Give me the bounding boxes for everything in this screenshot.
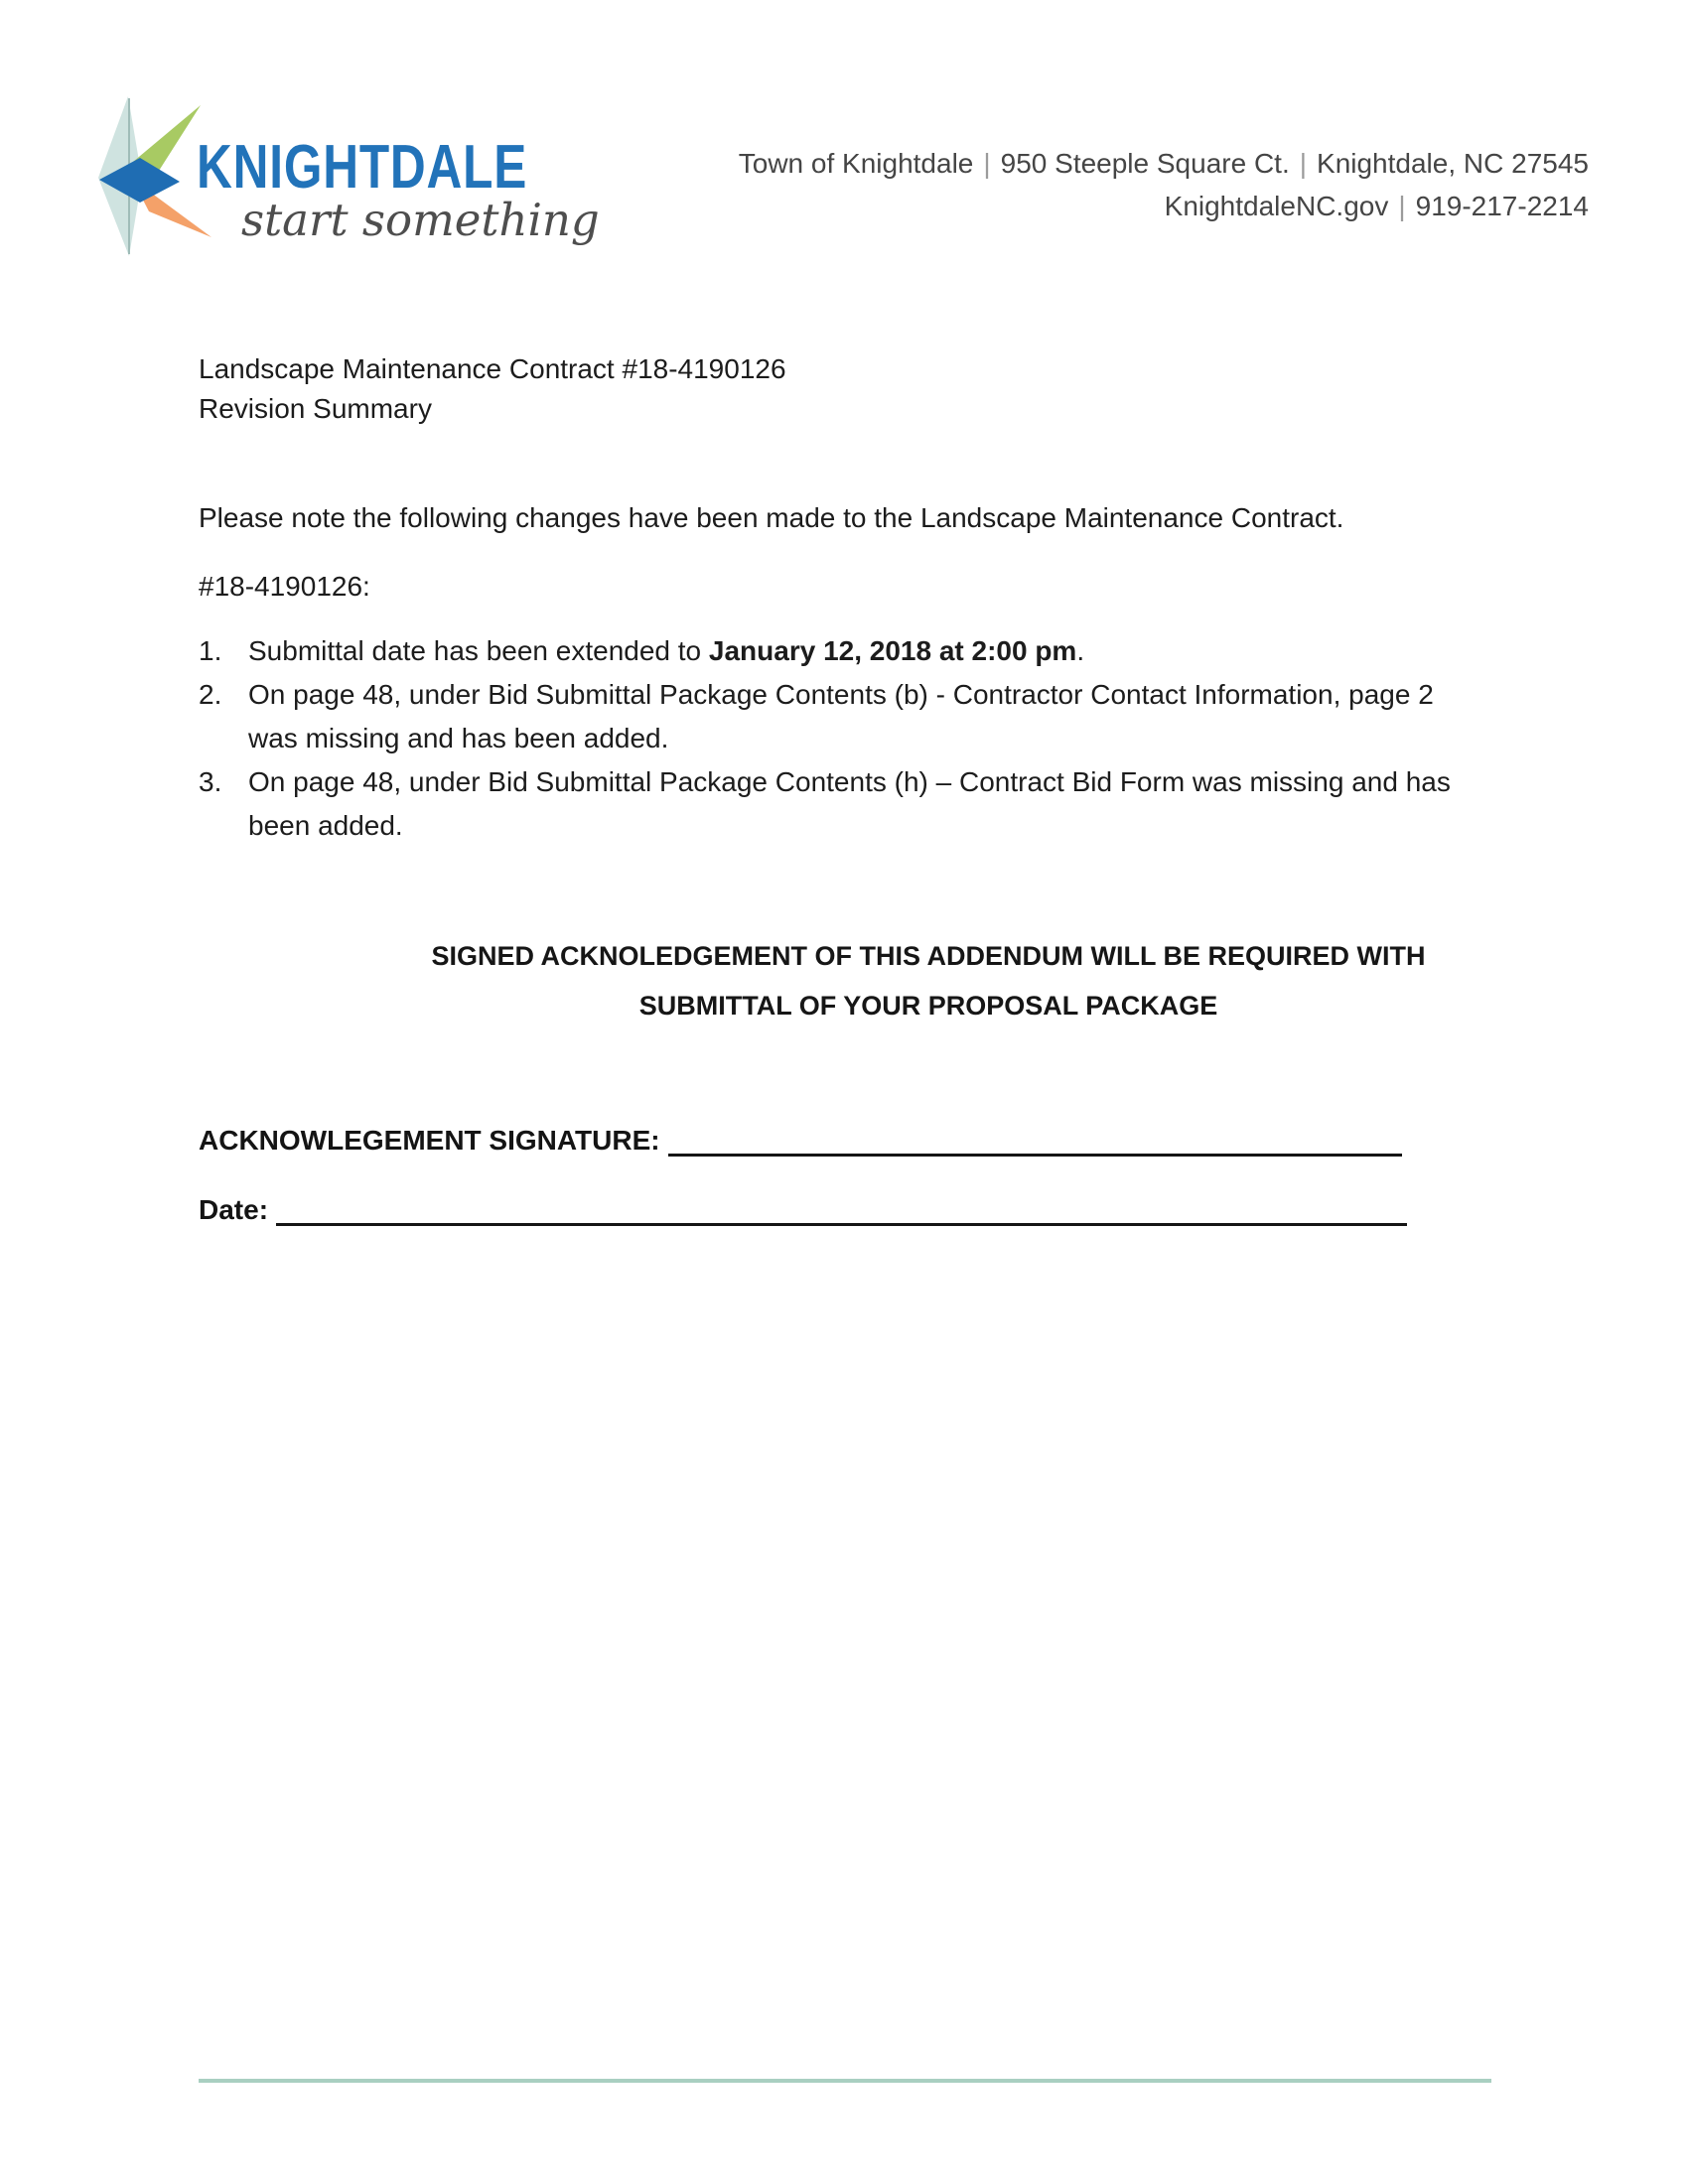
revision-text: Submittal date has been extended to January 12, 2018 at 2:00 pm. [248, 635, 1085, 666]
notice-line-1: SIGNED ACKNOLEDGEMENT OF THIS ADDENDUM WILL BE REQUIRED WITH [431, 941, 1426, 971]
revision-list [199, 629, 1489, 848]
acknowledgement-notice [357, 931, 1499, 1030]
revision-text: On page 48, under Bid Submittal Package Contents (h) – Contract Bid Form was missing and has been added. [248, 766, 1451, 841]
intro-paragraph: Please note the following changes have been made to the Landscape Maintenance Contract. [199, 502, 1344, 533]
header-city-state-zip: Knightdale, NC 27545 [1317, 148, 1589, 179]
date-row [199, 1193, 1407, 1227]
header-town: Town of Knightdale [738, 148, 974, 179]
revision-number: 2. [199, 679, 222, 710]
notice-line-2: SUBMITTAL OF YOUR PROPOSAL PACKAGE [638, 991, 1218, 1021]
acknowledgement-signature-row [199, 1124, 1402, 1158]
header-address-line1 [739, 142, 1589, 185]
header-separator: | [1299, 148, 1308, 179]
revision-text: On page 48, under Bid Submittal Package Contents (b) - Contractor Contact Information, page 2 was missing and has been added. [248, 679, 1434, 753]
revision-item-3 [199, 760, 1489, 848]
contract-reference: #18-4190126: [199, 571, 370, 602]
header-street: 950 Steeple Square Ct. [1000, 148, 1290, 179]
title-line-revision-summary: Revision Summary [199, 393, 432, 424]
revision-bold-date: January 12, 2018 at 2:00 pm [708, 635, 1077, 666]
signature-label: ACKNOWLEGEMENT SIGNATURE: [199, 1125, 660, 1156]
date-blank-line [276, 1193, 1407, 1226]
header-separator: | [1398, 191, 1406, 221]
document-title [199, 349, 1489, 429]
brand-tagline: start something [241, 194, 600, 246]
revision-number: 3. [199, 766, 222, 797]
header-website: KnightdaleNC.gov [1164, 191, 1389, 221]
title-line-contract: Landscape Maintenance Contract #18-4190126 [199, 353, 786, 384]
header-address [739, 142, 1589, 227]
header-phone: 919-217-2214 [1415, 191, 1589, 221]
brand-wordmark: KNIGHTDALE [197, 133, 528, 202]
header-address-line2 [739, 185, 1589, 227]
footer-rule [199, 2079, 1491, 2083]
header-separator: | [983, 148, 991, 179]
revision-number: 1. [199, 635, 222, 666]
revision-item-1 [199, 629, 1489, 673]
revision-item-2 [199, 673, 1489, 760]
signature-blank-line [668, 1124, 1402, 1157]
date-label: Date: [199, 1194, 269, 1225]
